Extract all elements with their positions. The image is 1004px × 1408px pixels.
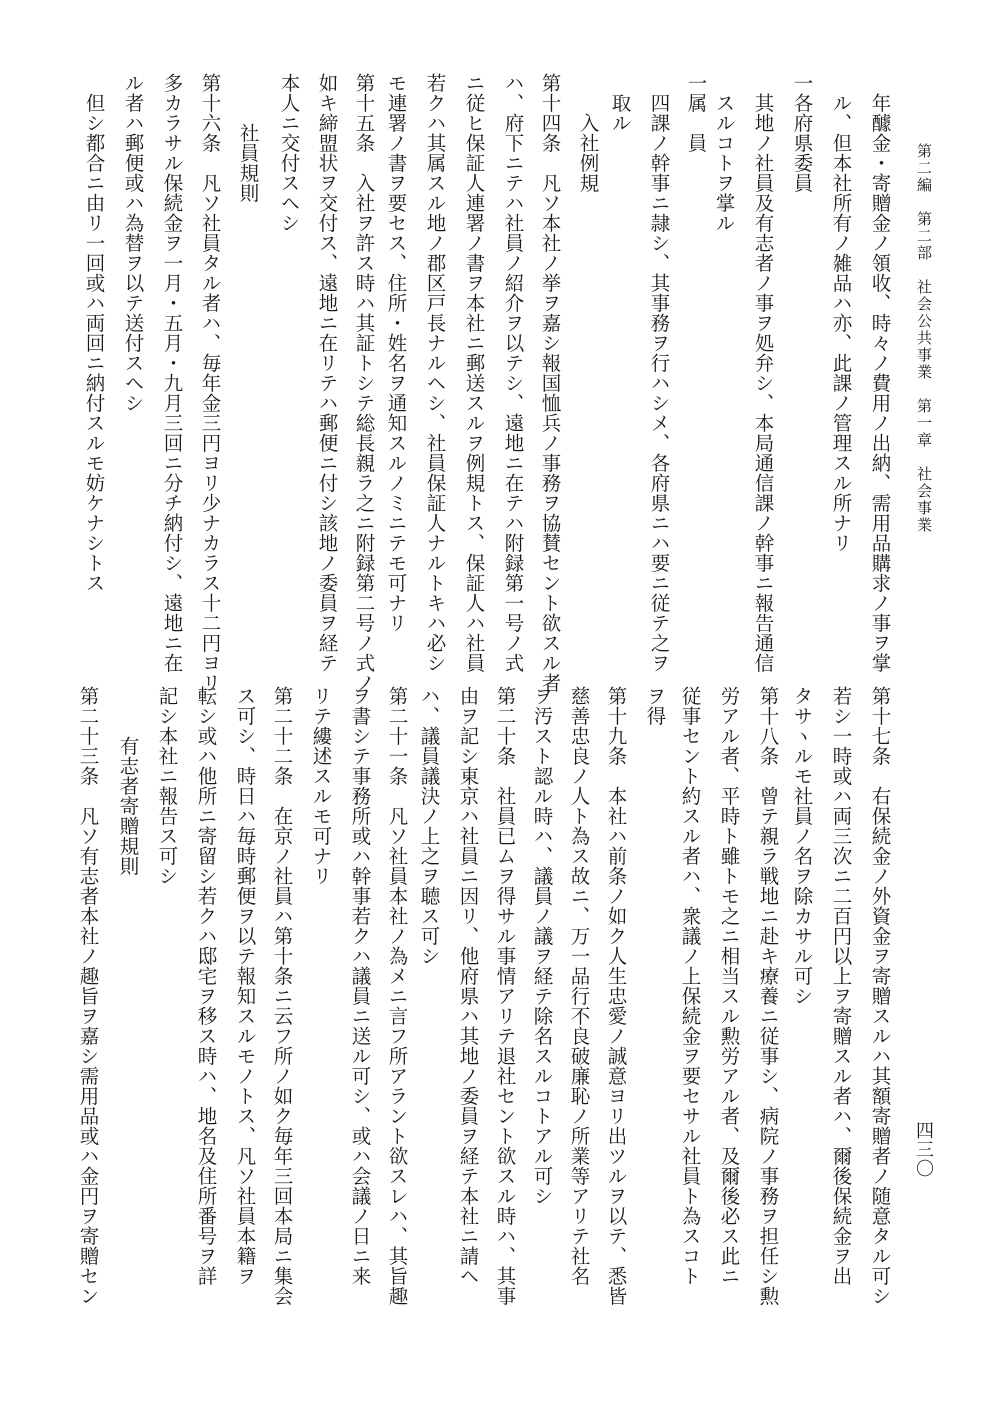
article-line: 第二十三条 凡ソ有志者本社ノ趣旨ヲ嘉シ需用品或ハ金円ヲ寄贈セン (76, 686, 100, 1306)
section-heading: 一属 員 (684, 73, 708, 153)
text-line: 転シ或ハ他所ニ寄留シ若クハ邸宅ヲ移ス時ハ、地名及住所番号ヲ詳 (194, 686, 218, 1286)
article-line: 第十七条 右保続金ノ外資金ヲ寄贈スルハ其額寄贈者ノ随意タル可シ (868, 686, 892, 1306)
text-line: ヲ書シテ事務所或ハ幹事若クハ議員ニ送ル可シ、或ハ会議ノ日ニ来 (348, 686, 372, 1286)
text-line: ニ従ヒ保証人連署ノ書ヲ本社ニ郵送スルヲ例規トス、保証人ハ社員 (462, 73, 486, 673)
article-line: 第十四条 凡ソ本社ノ挙ヲ嘉シ報国恤兵ノ事務ヲ協賛セント欲スル者 (538, 73, 562, 693)
text-line: タサヽルモ社員ノ名ヲ除カサル可シ (790, 686, 814, 1006)
text-line: 労アル者、平時ト雖トモ之ニ相当スル勲労アル者、及爾後必ス此ニ (717, 686, 741, 1286)
text-line: 但シ都合ニ由リ一回或ハ両回ニ納付スルモ妨ケナシトス (82, 93, 106, 593)
section-heading: 有志者寄贈規則 (116, 736, 140, 876)
text-line: 若シ一時或ハ両三次ニ二百円以上ヲ寄贈スル者ハ、爾後保続金ヲ出 (829, 686, 853, 1286)
text-line: 若クハ其属スル地ノ郡区戸長ナルヘシ、社員保証人ナルトキハ必シ (423, 73, 447, 673)
article-line: 第十八条 曾テ親ラ戦地ニ赴キ療養ニ従事シ、病院ノ事務ヲ担任シ勲 (756, 686, 780, 1306)
text-line: 多カラサル保続金ヲ一月・五月・九月三回ニ分チ納付シ、遠地ニ在 (160, 73, 184, 673)
page-number: 四三〇 (913, 1121, 934, 1178)
section-heading: 社員規則 (236, 123, 260, 203)
text-line: 年醵金・寄贈金ノ領收、時々ノ費用ノ出納、需用品購求ノ事ヲ掌 (868, 93, 892, 673)
text-line: 従事セント約スル者ハ、衆議ノ上保続金ヲ要セサル社員ト為スコト (678, 686, 702, 1286)
article-line: 第十六条 凡ソ社員タル者ハ、毎年金三円ヨリ少ナカラス十二円ヨリ (198, 73, 222, 693)
article-line: 第二十二条 在京ノ社員ハ第十条ニ云フ所ノ如ク毎年三回本局ニ集会 (270, 686, 294, 1306)
text-line: 其地ノ社員及有志者ノ事ヲ処弁シ、本局通信課ノ幹事ニ報告通信 (751, 93, 775, 673)
text-line: 四課ノ幹事ニ隷シ、其事務ヲ行ハシメ、各府県ニハ要ニ従テ之ヲ (647, 93, 671, 673)
text-line: 慈善忠良ノ人ト為ス故ニ、万一品行不良破廉恥ノ所業等アリテ社名 (567, 686, 591, 1286)
text-line: 由ヲ記シ東京ハ社員ニ因リ、他府県ハ其地ノ委員ヲ経テ本社ニ請ヘ (456, 686, 480, 1286)
article-line: 第十五条 入社ヲ許ス時ハ其証トシテ総長親ラ之ニ附録第二号ノ式ノ (352, 73, 376, 693)
text-line: ス可シ、時日ハ毎時郵便ヲ以テ報知スルモノトス、凡ソ社員本籍ヲ (233, 686, 257, 1286)
text-line: 本人ニ交付スヘシ (277, 73, 301, 233)
text-line: ハ、議員議決ノ上之ヲ聴ス可シ (417, 686, 441, 966)
text-line: 取ル (608, 93, 632, 133)
section-heading: 一各府県委員 (790, 73, 814, 193)
text-line: ヲ得 (643, 686, 667, 726)
article-line: 第十九条 本社ハ前条ノ如ク人生忠愛ノ誠意ヨリ出ツルヲ以テ、悉皆 (604, 686, 628, 1306)
text-line: 如キ締盟状ヲ交付ス、遠地ニ在リテハ郵便ニ付シ該地ノ委員ヲ経テ (315, 73, 339, 673)
running-head: 第二編 第二部 社会公共事業 第一章 社会事業 (915, 143, 933, 534)
text-line: ル者ハ郵便或ハ為替ヲ以テ送付スヘシ (121, 73, 145, 413)
text-line: ル、但本社所有ノ雑品ハ亦、此課ノ管理スル所ナリ (829, 93, 853, 553)
text-line: リテ縷述スルモ可ナリ (309, 686, 333, 886)
text-line: ハ、府下ニテハ社員ノ紹介ヲ以テシ、遠地ニ在テハ附録第一号ノ式 (501, 73, 525, 673)
text-line: ヲ汚スト認ル時ハ、議員ノ議ヲ経テ除名スルコトアル可シ (530, 686, 554, 1206)
article-line: 第二十一条 凡ソ社員本社ノ為メニ言フ所アラント欲スレハ、其旨趣 (385, 686, 409, 1306)
text-line: スルコトヲ掌ル (712, 93, 736, 233)
text-line: 記シ本社ニ報告ス可シ (155, 686, 179, 886)
section-heading: 入社例規 (576, 113, 600, 193)
article-line: 第二十条 社員已ムヲ得サル事情アリテ退社セント欲スル時ハ、其事 (493, 686, 517, 1306)
text-line: モ連署ノ書ヲ要セス、住所・姓名ヲ通知スルノミニテモ可ナリ (384, 73, 408, 633)
